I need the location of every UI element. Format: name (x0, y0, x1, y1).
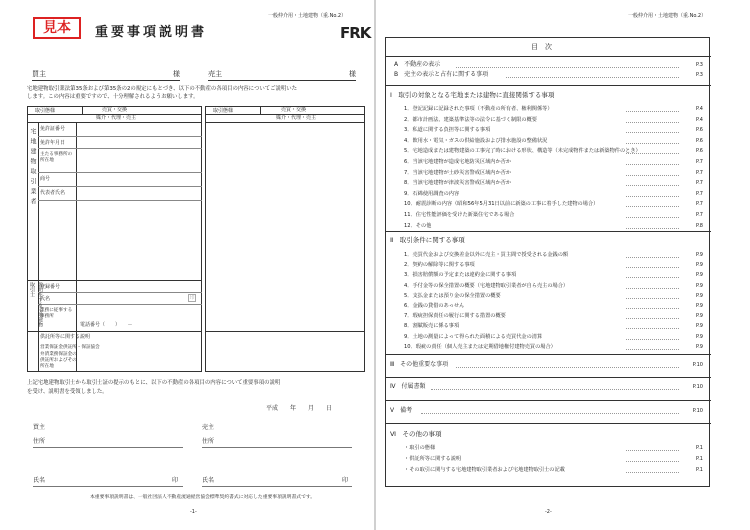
toc-s6-item-row (386, 443, 711, 453)
field-license-no: 免許証番号 (40, 126, 66, 132)
toc-s6-item-label: ・その取引に関与する宅地建物取引業者および宅地建物取引士の記載 (404, 467, 565, 473)
toc-s2-item-label: 10．瑕疵の責任（個人売主または定期借地権付建物売買の場合） (404, 343, 556, 350)
date-line: 平成 年 月 日 (266, 405, 333, 412)
toc-s1-item-label: 7．当該宅地建物が土砂災害警戒区域内か否か (404, 169, 512, 176)
toc-s1-item-label: 9．石綿使用調査の内容 (404, 190, 460, 197)
toc-s1-item-label: 3．私道に関する負担等に関する事項 (404, 127, 491, 134)
toc-s2-item-row (386, 342, 711, 352)
toc-s1-item-page: P.7 (695, 201, 703, 208)
toc-s2-item-label: 8．割賦販売に係る事項 (404, 323, 460, 330)
toc-s2-item-row (386, 281, 711, 291)
toc-s2-item-row (386, 250, 711, 260)
toc-s1-item-label: 10．耐震診断の内容（昭和56年5月31日以前に新築の工事に着手した建物の場合） (404, 201, 599, 208)
sig-buyer-seal: 印 (172, 477, 179, 484)
toc-s2-item-row (386, 332, 711, 342)
toc-s6-item-label: ・供託所等に関する説明 (404, 456, 462, 462)
toc-s2-item-label: 1．売買代金および交換差金以外に売主・買主間で授受される金銭の額 (404, 252, 569, 258)
toc-s2-item-page: P.9 (695, 252, 703, 258)
left-header-right: 一般仲介用・土地建物（重.No.2） (268, 13, 347, 19)
field-company-name: 商号 (40, 176, 51, 182)
toc-section-5: Ⅴ 備考 P.10 (390, 407, 703, 414)
buyer-label: 買主 (32, 70, 46, 78)
toc-s1-item-row (386, 115, 711, 125)
toc-s2-item-page: P.9 (695, 323, 703, 330)
field-office-address: 主たる事務所の所在地 (40, 152, 73, 163)
toc-s1-item-row (386, 136, 711, 146)
toc-s1-item-page: P.6 (695, 137, 703, 144)
toc-section-2: Ⅱ 取引条件に関する事項 (390, 236, 465, 244)
toc-s1-item-page: P.4 (695, 116, 703, 123)
sig-seller-seal: 印 (342, 477, 349, 484)
acknowledgement-text: 上記宅地建物取引士から取引士証の提示のもとに、以下の不動産の各項目の内容について重要事項の説明 (27, 380, 281, 386)
toc-s1-item-label: 5．宅地造成または建物建築の工事完了時における形状、構造等（未完成物件または新築物件のとき） (404, 148, 641, 155)
toc-s1-item-label: 12．その他 (404, 222, 432, 229)
toc-s6-item-row (386, 465, 711, 475)
toc-s1-item-page: P.4 (695, 106, 703, 112)
toc-s2-item-page: P.9 (695, 292, 703, 299)
toc-section-6: Ⅵ その他の事項 (390, 430, 442, 438)
toc-s6-item-page: P.1 (695, 467, 703, 473)
toc-s1-item-page: P.7 (695, 159, 703, 165)
deposit-office: 営業保証金供託所・保証協会 (40, 345, 100, 350)
toc-frame (385, 37, 710, 487)
sig-buyer-label: 買主 (33, 424, 46, 431)
left-trade-types: 売買・交換 (102, 107, 128, 113)
toc-s1-item-row (386, 189, 711, 199)
sig-seller-address: 住所 (202, 438, 215, 445)
buyer-honorific: 様 (173, 70, 180, 78)
toc-s1-item-page: P.7 (695, 190, 703, 197)
toc-s1-item-page: P.7 (695, 169, 703, 176)
toc-s2-item-label: 5．支払金または預り金の保全措置の概要 (404, 292, 501, 299)
toc-s2-item-row (386, 311, 711, 321)
toc-s2-item-label: 2．契約の解除等に関する事項 (404, 262, 475, 269)
toc-s1-item-row (386, 199, 711, 209)
toc-s1-item-label: 8．当該宅地建物が津波災害警戒区域内か否か (404, 180, 512, 187)
toc-s2-item-row (386, 270, 711, 280)
left-seal-box: 印 (189, 295, 195, 301)
toc-s1-item-label: 6．当該宅地建物が造成宅地防災区域内か否か (404, 159, 512, 165)
toc-s2-item-page: P.9 (695, 272, 703, 279)
toc-s1-item-row (386, 125, 711, 135)
right-trade-roles: 媒介・代理・売主 (276, 115, 317, 121)
right-trade-types: 売買・交換 (281, 107, 307, 113)
toc-section-4: Ⅳ 付属書類 P.10 (390, 383, 703, 390)
document-title: 重要事項説明書 (95, 25, 208, 40)
right-header-right: 一般仲介用・土地建物（重.No.2） (628, 13, 707, 19)
left-footer: 本重要事項説明書は、一般社団法人不動産流通経営協会標準契約書式に対応した重要事項説明書式です。 (90, 495, 316, 500)
field-agent-name: 氏名 (40, 296, 51, 302)
toc-s6-item-page: P.1 (695, 456, 703, 462)
toc-s2-item-page: P.9 (695, 333, 703, 340)
toc-s1-item-label: 1．登記記録に記録された事項（不動産の所有者、権利関係等） (404, 106, 553, 112)
field-registration-no: 登録番号 (40, 284, 61, 290)
toc-section-3: Ⅲ その他重要な事項 P.10 (390, 361, 703, 368)
toc-s1-item-label: 11．住宅性能評価を受けた新築住宅である場合 (404, 212, 515, 218)
toc-s1-item-row (386, 221, 711, 231)
right-dealer-table (205, 106, 365, 372)
toc-s2-item-row (386, 260, 711, 270)
field-agent-office: 業務に従事する事務所 (40, 308, 73, 319)
left-page-number: -1- (190, 509, 197, 515)
toc-s1-item-page: P.7 (695, 212, 703, 218)
toc-s2-item-page: P.9 (695, 282, 703, 289)
toc-s1-item-row (386, 178, 711, 188)
toc-s1-item-row (386, 210, 711, 220)
toc-s2-item-label: 6．金銭の貸借のあっせん (404, 303, 465, 309)
toc-s1-item-label: 2．都市計画法、建築基準法等の法令に基づく制限の概要 (404, 116, 537, 123)
toc-s2-item-row (386, 291, 711, 301)
toc-s2-item-label: 4．手付金等の保全措置の概要（宅地建物取引業者が自ら売主の場合） (404, 282, 569, 289)
intro-text: 宅地建物取引業法第35条および第35条の2の規定にもとづき、以下の不動産の各項目の内容についてご説明いた (27, 86, 298, 92)
toc-item-b: B 売主の表示と占有に関する事項 P.3 (394, 71, 703, 78)
toc-s1-item-row (386, 157, 711, 167)
seller-honorific: 様 (349, 70, 356, 78)
toc-s6-item-label: ・取引の態様 (404, 445, 436, 451)
deposit-location: 弁済業務保証金の供託所およびその所在地 (40, 352, 77, 369)
toc-s1-item-row (386, 146, 711, 156)
toc-item-a: A 不動産の表示 P.3 (394, 61, 703, 68)
left-side-label: 宅地建物取引業者 (29, 128, 36, 208)
toc-s2-item-page: P.9 (695, 262, 703, 269)
seller-label: 売主 (208, 70, 222, 78)
toc-s1-item-page: P.6 (695, 127, 703, 134)
field-license-date: 免許年月日 (40, 140, 66, 146)
acknowledgement-text-2: を受け、説明書を受領しました。 (27, 389, 108, 395)
toc-s2-item-page: P.9 (695, 303, 703, 309)
toc-s1-item-page: P.8 (695, 222, 703, 229)
toc-s1-item-row (386, 104, 711, 114)
toc-section-1: Ⅰ 取引の対象となる宅地または建物に直接関係する事項 (390, 91, 555, 99)
intro-text-2: します。この内容は重要ですので、十分理解されるようお願いします。 (27, 94, 199, 100)
agent-side-label: 説明をする宅地建物取引士 (29, 282, 43, 327)
sample-stamp: 見本 (33, 17, 81, 39)
toc-s2-item-row (386, 321, 711, 331)
toc-title: 目 次 (531, 43, 552, 51)
field-representative: 代表者氏名 (40, 190, 66, 196)
deposit-title: 供託所等に関する説明 (40, 334, 91, 340)
toc-s2-item-row (386, 301, 711, 311)
left-trade-header: 取引態様 (35, 108, 56, 114)
right-trade-header: 取引態様 (213, 108, 234, 114)
right-page-number: -2- (545, 509, 552, 515)
toc-s2-item-label: 3．損害賠償額の予定または違約金に関する事項 (404, 272, 517, 279)
toc-s6-item-row (386, 454, 711, 464)
toc-s2-item-label: 7．瑕疵担保責任の履行に関する措置の概要 (404, 313, 506, 320)
sig-seller-name: 氏名 (202, 477, 215, 484)
page-fold (374, 0, 376, 530)
toc-s2-item-page: P.9 (695, 313, 703, 320)
toc-s1-item-page: P.7 (695, 180, 703, 187)
sig-buyer-name: 氏名 (33, 477, 46, 484)
field-agent-phone: 電話番号（ ） － (80, 322, 133, 328)
toc-s1-item-label: 4．飲用水・電気・ガスの供給施設および排水施設の整備状況 (404, 137, 548, 144)
sig-buyer-address: 住所 (33, 438, 46, 445)
frk-logo: FRK (340, 24, 371, 42)
toc-s2-item-label: 9．土地の測量によって得られた面積による売買代金の清算 (404, 333, 543, 340)
toc-s1-item-row (386, 168, 711, 178)
sig-seller-label: 売主 (202, 424, 215, 431)
left-trade-roles: 媒介・代理・売主 (96, 115, 137, 121)
toc-s1-item-page: P.6 (695, 148, 703, 155)
toc-s2-item-page: P.9 (695, 343, 703, 350)
toc-s6-item-page: P.1 (695, 445, 703, 451)
